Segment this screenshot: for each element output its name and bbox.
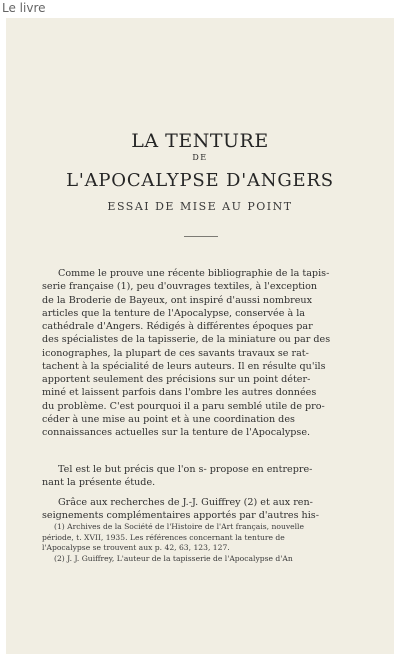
title-line-1: LA TENTURE	[131, 130, 269, 152]
text-line: cathédrale d'Angers. Rédigés à différentes époques par	[42, 321, 313, 332]
paragraph-2	[42, 463, 368, 490]
watermark-logo: Le livre	[2, 1, 46, 15]
text-line: connaissances actuelles sur la tenture de l'Apocalypse.	[42, 427, 311, 438]
text-line: iconographes, la plupart de ces savants travaux se rat-	[42, 347, 309, 359]
text-line: Grâce aux recherches de J.-J. Guiffrey (2) et aux ren-	[58, 497, 313, 508]
text-line: apportent seulement des précisions sur un point déter-	[42, 374, 311, 385]
document-page	[6, 18, 394, 654]
title-line-2: DE	[192, 153, 208, 162]
text-line: des spécialistes de la tapisserie, de la miniature ou par des	[42, 334, 331, 346]
footnote-line: l'Apocalypse se trouvent aux p. 42, 63, 123, 127.	[42, 543, 230, 552]
text-line: tachent à la spécialité de leurs auteurs. Il en résulte qu'ils	[42, 360, 326, 372]
title-line-3: L'APOCALYPSE D'ANGERS	[66, 170, 334, 191]
text-line: Comme le prouve une récente bibliographie de la tapis-	[58, 268, 330, 279]
text-line: seignements complémentaires apportés par d'autres his-	[42, 510, 319, 522]
text-line: Tel est le but précis que l'on s- propose en entrepre-	[58, 464, 313, 475]
footnote-line: (1) Archives de la Société de l'Histoire de l'Art français, nouvelle	[54, 522, 304, 531]
text-line: de la Broderie de Bayeux, ont inspiré d'aussi nombreux	[42, 294, 312, 306]
footnote-line: (2) J. J. Guiffrey, L'auteur de la tapisserie de l'Apocalypse d'An	[54, 553, 293, 563]
text-line: articles que la tenture de l'Apocalypse, conservée à la	[42, 307, 306, 319]
paragraph-1	[42, 267, 368, 439]
paragraph-3	[42, 496, 368, 523]
text-line: serie française (1), peu d'ouvrages textiles, à l'exception	[42, 281, 318, 293]
title-divider	[184, 236, 218, 237]
subtitle: ESSAI DE MISE AU POINT	[107, 200, 293, 213]
text-line: nant la présente étude.	[42, 477, 156, 489]
text-line: miné et laissent parfois dans l'ombre les autres données	[42, 387, 317, 399]
footnote-line: période, t. XVII, 1935. Les références concernant la tenture de	[42, 532, 285, 542]
text-line: du problème. C'est pourquoi il a paru semblé utile de pro-	[42, 400, 325, 412]
text-line: céder à une mise au point et à une coordination des	[42, 413, 295, 425]
footnotes	[42, 522, 368, 564]
